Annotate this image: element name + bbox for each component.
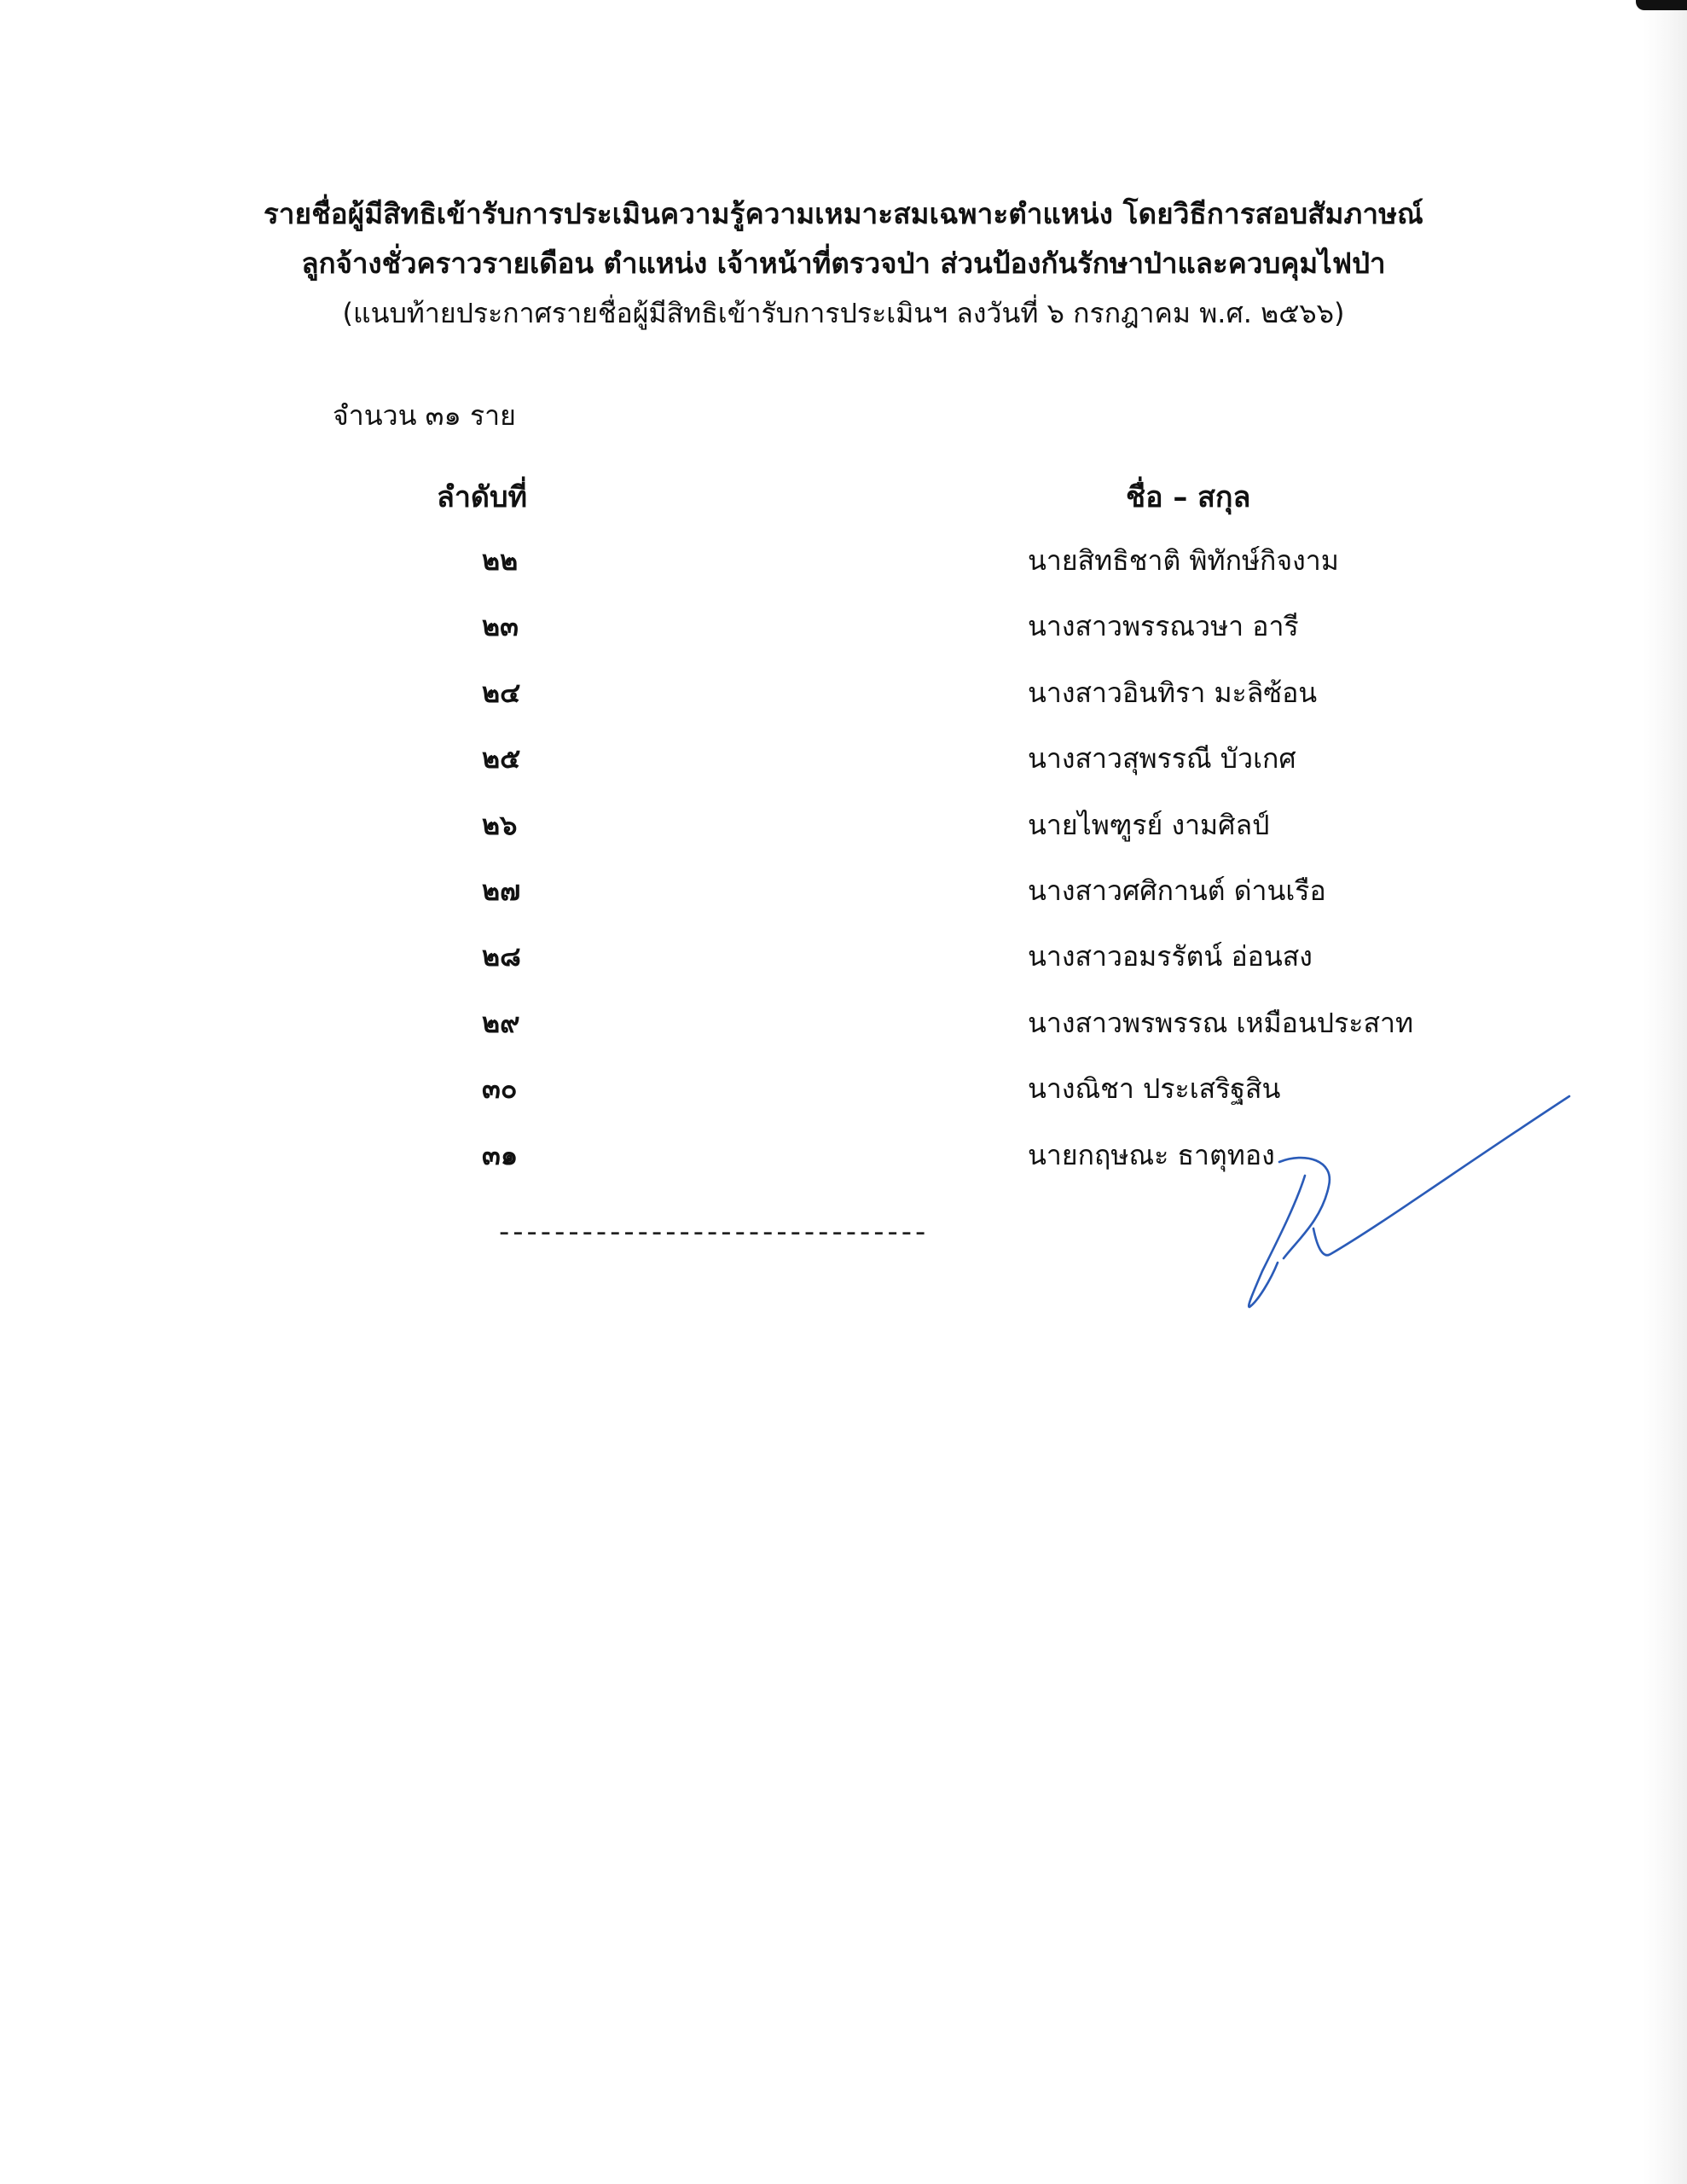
list-item-name: นายกฤษณะ ธาตุทอง [1028,1138,1275,1171]
list-item-number: ๒๗ [482,874,521,907]
list-item-name: นางสาวศศิกานต์ ด่านเรือ [1028,874,1326,907]
list-item-number: ๓๑ [482,1138,519,1171]
column-header-number: ลำดับที่ [437,480,528,514]
list-item [0,605,1687,671]
signature-stroke [1249,1096,1569,1307]
end-of-list-rule: ------------------------------- [499,1215,930,1249]
list-item [0,737,1687,803]
list-item-number: ๒๕ [482,742,521,775]
document-subtitle: ลูกจ้างชั่วคราวรายเดือน ตำแหน่ง เจ้าหน้าที่ตรวจป่า ส่วนป้องกันรักษาป่าและควบคุมไฟป่า [301,247,1386,280]
list-item-number: ๒๖ [482,808,518,841]
list-item [0,935,1687,1001]
list-item [0,539,1687,605]
column-header-name: ชื่อ – สกุล [1126,480,1251,514]
document-heading [0,189,1687,338]
list-item-name: นางณิชา ประเสริฐสิน [1028,1072,1281,1106]
list-item-name: นายสิทธิชาติ พิทักษ์กิจงาม [1028,544,1339,577]
list-item-name: นางสาวอมรรัตน์ อ่อนสง [1028,940,1313,973]
list-item-name: นางสาวพรพรรณ เหมือนประสาท [1028,1006,1414,1039]
list-item-name: นางสาวพรรณวษา อารี [1028,610,1299,643]
signature-mark [1177,1083,1586,1322]
list-item-number: ๒๘ [482,940,521,973]
list-item-number: ๒๒ [482,544,519,577]
list-item [0,804,1687,869]
list-item [0,671,1687,737]
list-item-number: ๒๙ [482,1006,520,1039]
list-item-number: ๒๔ [482,676,521,709]
document-title: รายชื่อผู้มีสิทธิเข้ารับการประเมินความรู้ความเหมาะสมเฉพาะตำแหน่ง โดยวิธีการสอบสัมภาษณ์ [264,197,1423,230]
candidate-count: จำนวน ๓๑ ราย [333,399,516,432]
list-item-number: ๓๐ [482,1072,518,1106]
list-item [0,1002,1687,1067]
list-item-name: นายไพฑูรย์ งามศิลป์ [1028,808,1270,841]
list-item-name: นางสาวสุพรรณี บัวเกศ [1028,742,1296,775]
document-note: (แนบท้ายประกาศรายชื่อผู้มีสิทธิเข้ารับการประเมินฯ ลงวันที่ ๖ กรกฎาคม พ.ศ. ๒๕๖๖) [342,297,1345,329]
list-item-number: ๒๓ [482,610,519,643]
list-item-name: นางสาวอินทิรา มะลิซ้อน [1028,676,1318,709]
page-edge-mark [1636,0,1687,10]
list-item [0,869,1687,935]
